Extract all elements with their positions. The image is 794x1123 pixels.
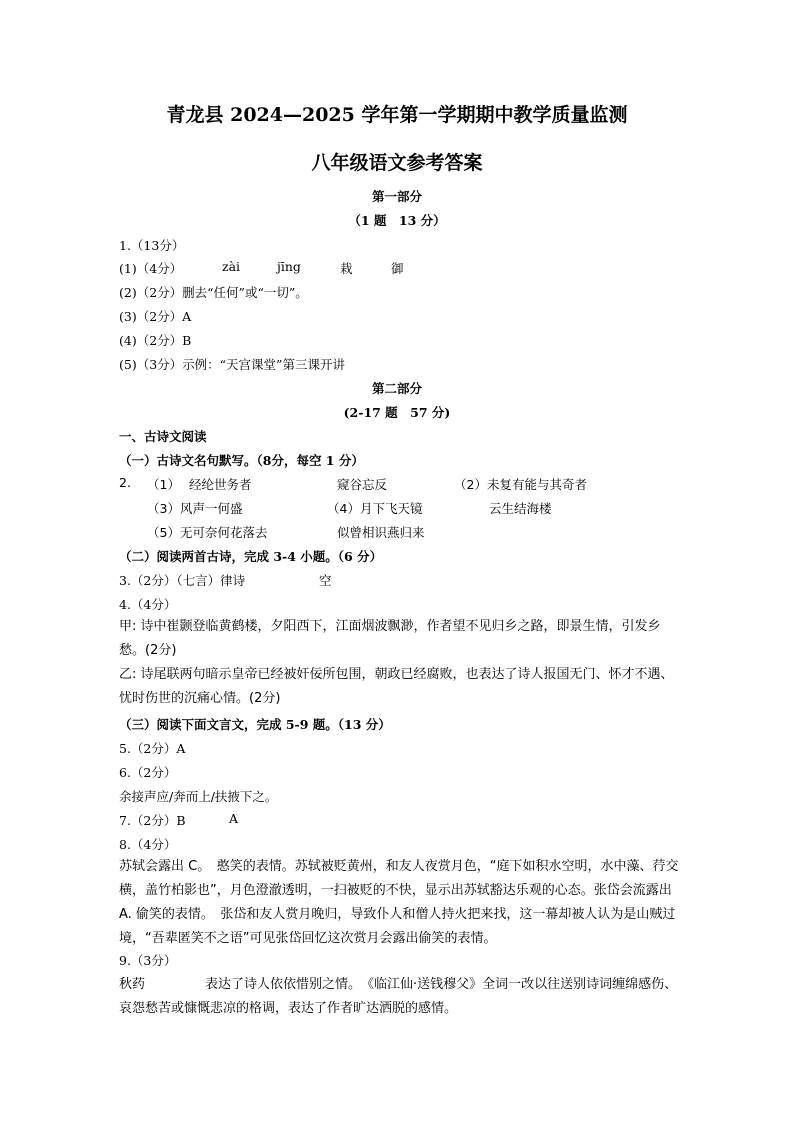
q1-1-answer-b: jīng (277, 259, 301, 274)
q1-2-answer: (2)（2分）删去“任何”或“一切”。 (119, 285, 308, 300)
part2-heading: 第二部分 (371, 381, 422, 396)
section-ancient-poetry: 一、古诗文阅读 (119, 429, 207, 444)
q1-1-answer-c: 栽 (340, 261, 353, 276)
q2-row1 (119, 475, 587, 492)
exam-title: 青龙县 2024—2025 学年第一学期期中教学质量监测 (166, 104, 628, 126)
q4-answer-jia: 甲: 诗中崔颢登临黄鹤楼，夕阳西下，江面烟波飘渺，作者望不见归乡之路，即景生情，引发乡愁。(2分) (119, 619, 661, 658)
q7-answer-b: A (229, 811, 239, 826)
q2-2-answer: （2）未复有能与其奇者 (454, 477, 587, 492)
part2-scope: (2-17 题 57 分) (343, 405, 451, 420)
q1-1-answer-a: zài (222, 259, 241, 274)
q9-answer-a: 秋药 (119, 977, 146, 992)
q4-answer-yi: 乙: 诗尾联两句暗示皇帝已经被奸佞所包围，朝政已经腐败，也表达了诗人报国无门、怀才不遇、忧时伤世的沉痛心情。(2分) (119, 667, 674, 706)
q5-answer: 5.（2分）A (119, 741, 186, 756)
q1-4-answer: (4)（2分）B (119, 333, 192, 348)
q1-3-answer: (3)（2分）A (119, 309, 192, 324)
q6-answer: 余接声应/奔而上/扶掖下之。 (119, 789, 278, 804)
sub-dictation-heading: （一）古诗文名句默写。（8分，每空 1 分） (119, 453, 364, 468)
part1-scope: （1 题 13 分） (348, 213, 446, 228)
q2-1-answer-b: 窥谷忘反 (337, 477, 388, 492)
q9-label: 9.（3分） (119, 953, 177, 968)
q2-5-answer-a: （5）无可奈何花落去 (147, 525, 268, 540)
q2-4-answer-b: 云生结海楼 (489, 501, 552, 516)
q2-3-answer: （3）风声一何盛 (147, 501, 243, 516)
q4-label: 4.（4分） (119, 597, 177, 612)
q1-1-answer-d: 御 (391, 261, 404, 276)
q2-1-answer-a: 经纶世务者 (189, 477, 252, 492)
q3-answer-b: 空 (319, 573, 332, 588)
sub-poems-heading: （二）阅读两首古诗，完成 3-4 小题。（6 分） (119, 549, 383, 564)
q9-answer-block (119, 973, 679, 1021)
q2-1-label: （1） (147, 477, 180, 492)
q2-num: 2. (119, 475, 131, 490)
q1-5-answer: (5)（3分）示例：“天宫课堂”第三课开讲 (119, 357, 345, 372)
q2-5-answer-b: 似曾相识燕归来 (337, 525, 425, 540)
q6-label: 6.（2分） (119, 765, 177, 780)
answer-key-title: 八年级语文参考答案 (311, 152, 483, 174)
q3-answer: 3.（2分）（七言）律诗 (119, 573, 246, 588)
q8-label: 8.（4分） (119, 837, 177, 852)
q8-answer: 苏轼会露出 C。 憨笑的表情。苏轼被贬黄州，和友人夜赏月色，“庭下如积水空明，水中藻、荇交横，盖竹柏影也”，月色澄澈透明，一扫被贬的不快，显示出苏轼豁达乐观的心态。张岱会流露出 A. 偷笑的表情。 张岱和友人赏月晚归，导致仆人和僧人持火把来找，这一幕却被人认为是山贼过境，“吾辈匿笑不之语”可见张岱回忆这次赏月会露出偷笑的表情。 (119, 859, 679, 946)
q1-label: 1.（13分） (119, 238, 185, 253)
q3-row (119, 571, 332, 589)
q7-answer: 7.（2分）B (119, 813, 186, 828)
q9-answer: 表达了诗人依依惜别之情。 《临江仙·送钱穆父》全词一改以往送别诗词缠绵感伤、哀怨愁苦或慷慨悲凉的格调，表达了作者旷达洒脱的感情。 (119, 977, 678, 1016)
q1-1-label: (1)（4分） (119, 261, 183, 276)
q1-1-row (119, 259, 404, 277)
part1-heading: 第一部分 (371, 189, 422, 204)
q7-row (119, 811, 239, 829)
sub-classical-heading: （三）阅读下面文言文，完成 5-9 题。（13 分） (119, 717, 391, 732)
q2-4-answer-a: （4）月下飞天镜 (327, 501, 423, 516)
